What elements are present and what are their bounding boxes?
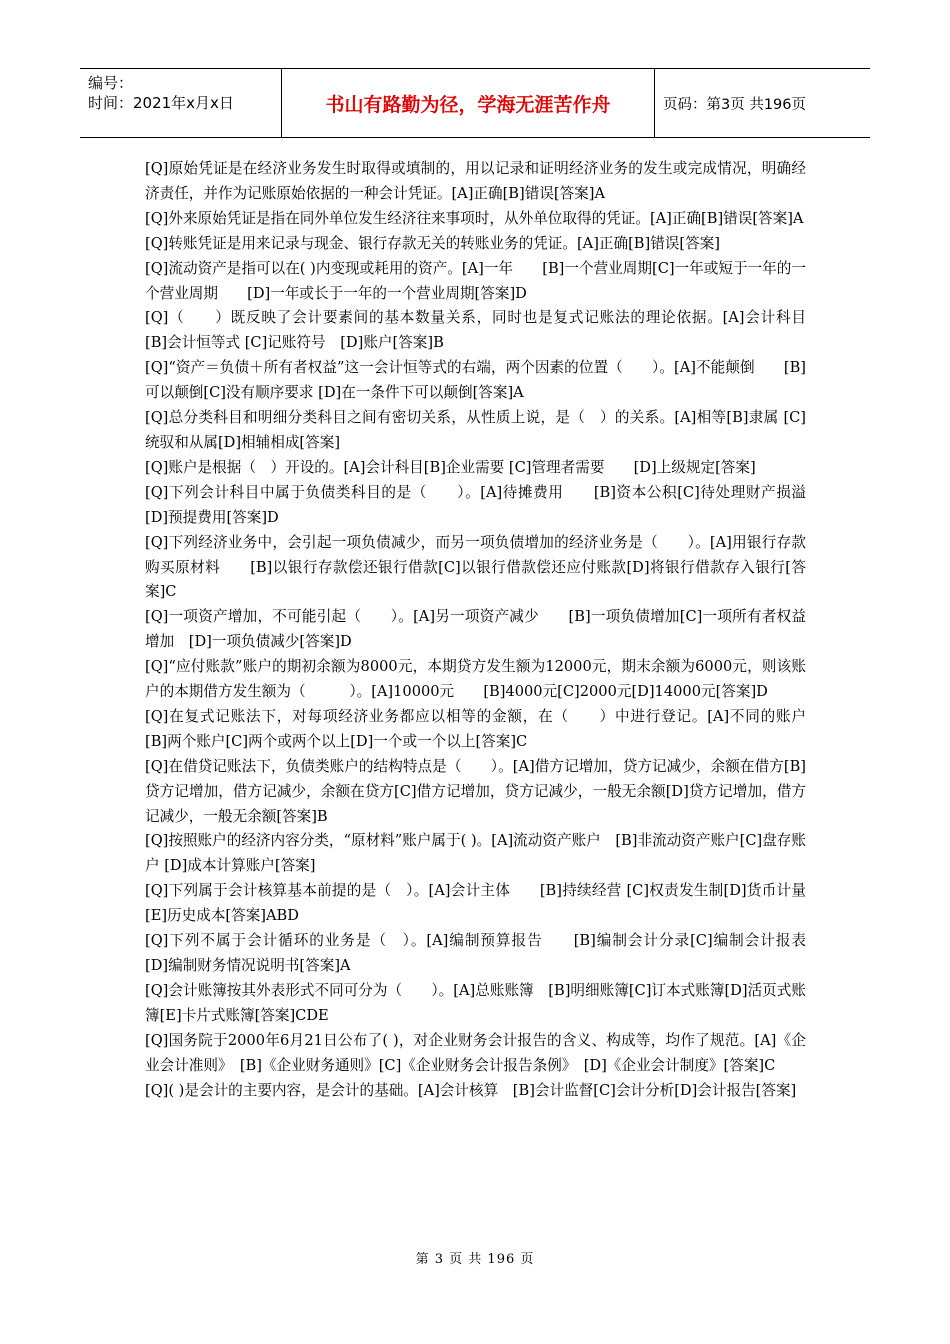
question-paragraph: [Q]流动资产是指可以在( )内变现或耗用的资产。[A]一年 [B]一个营业周期[C]一年或短于一年的一个营业周期 [D]一年或长于一年的一个营业周期[答案]D	[145, 259, 806, 302]
question-paragraph: [Q]国务院于2000年6月21日公布了( )，对企业财务会计报告的含义、构成等，均作了规范。[A]《企业会计准则》 [B]《企业财务通则》[C]《企业财务会计报告条例》 [D]《企业会计制度》[答案]C	[145, 1031, 806, 1074]
question-paragraph: [Q]会计账簿按其外表形式不同可分为（ ）。[A]总账账簿 [B]明细账簿[C]订本式账簿[D]活页式账簿[E]卡片式账簿[答案]CDE	[145, 981, 806, 1024]
question-paragraph: [Q]下列经济业务中，会引起一项负债减少，而另一项负债增加的经济业务是（ ）。[A]用银行存款购买原材料 [B]以银行存款偿还银行借款[C]以银行借款偿还应付账款[D]将银行借款存入银行[答案]C	[145, 533, 806, 601]
question-paragraph: [Q]账户是根据（ ）开设的。[A]会计科目[B]企业需要 [C]管理者需要 [D]上级规定[答案]	[145, 458, 756, 476]
question-paragraph: [Q]下列会计科目中属于负债类科目的是（ ）。[A]待摊费用 [B]资本公积[C]待处理财产损溢 [D]预提费用[答案]D	[145, 483, 836, 526]
question-paragraph: [Q]转账凭证是用来记录与现金、银行存款无关的转账业务的凭证。[A]正确[B]错误[答案]	[145, 234, 720, 252]
header-page-label: 页码：第3页 共196页	[663, 96, 807, 113]
question-paragraph: [Q]（ ）既反映了会计要素间的基本数量关系，同时也是复式记账法的理论依据。[A]会计科目 [B]会计恒等式 [C]记账符号 [D]账户[答案]B	[145, 309, 821, 352]
question-paragraph: [Q]“应付账款”账户的期初余额为8000元，本期贷方发生额为12000元，期末余额为6000元，则该账户的本期借方发生额为（ ）。[A]10000元 [B]4000元[C]2000元[D]14000元[答案]D	[145, 658, 806, 701]
document-time-label: 时间：2021年x月x日	[88, 94, 234, 112]
question-paragraph: [Q]“资产＝负债＋所有者权益”这一会计恒等式的右端，两个因素的位置（ ）。[A]不能颠倒 [B]可以颠倒[C]没有顺序要求 [D]在一条件下可以颠倒[答案]A	[145, 359, 806, 402]
question-paragraph: [Q]下列属于会计核算基本前提的是（ ）。[A]会计主体 [B]持续经营 [C]权责发生制[D]货币计量 [E]历史成本[答案]ABD	[145, 882, 821, 925]
page-footer: 第 3 页 共 196 页	[415, 1252, 535, 1267]
page-header	[80, 68, 870, 138]
document-number-label: 编号：	[88, 74, 134, 92]
question-paragraph: [Q]外来原始凭证是指在同外单位发生经济往来事项时，从外单位取得的凭证。[A]正确[B]错误[答案]A	[145, 209, 804, 227]
question-paragraph: [Q]( )是会计的主要内容，是会计的基础。[A]会计核算 [B]会计监督[C]会计分析[D]会计报告[答案]	[145, 1081, 797, 1099]
question-paragraph: [Q]下列不属于会计循环的业务是（ ）。[A]编制预算报告 [B]编制会计分录[C]编制会计报表 [D]编制财务情况说明书[答案]A	[145, 932, 836, 974]
question-paragraph: [Q]按照账户的经济内容分类，“原材料”账户属于( )。[A]流动资产账户 [B]非流动资产账户[C]盘存账户 [D]成本计算账户[答案]	[145, 832, 806, 875]
header-motto: 书山有路勤为径，学海无涯苦作舟	[282, 69, 655, 137]
question-paragraph: [Q]原始凭证是在经济业务发生时取得或填制的，用以记录和证明经济业务的发生或完成情况，明确经济责任，并作为记账原始依据的一种会计凭证。[A]正确[B]错误[答案]A	[145, 160, 806, 202]
question-paragraph: [Q]在借贷记账法下，负债类账户的结构特点是（ ）。[A]借方记增加，贷方记减少，余额在借方[B]贷方记增加，借方记减少，余额在贷方[C]借方记增加，贷方记减少，一般无余额[D]贷方记增加，借方记减少，一般无余额[答案]B	[145, 757, 806, 825]
question-paragraph: [Q]总分类科目和明细分类科目之间有密切关系，从性质上说，是（ ）的关系。[A]相等[B]隶属 [C]统驭和从属[D]相辅相成[答案]	[145, 409, 806, 451]
header-meta	[80, 69, 282, 137]
question-list	[145, 157, 836, 1103]
question-paragraph: [Q]在复式记账法下，对每项经济业务都应以相等的金额，在（ ）中进行登记。[A]不同的账户 [B]两个账户[C]两个或两个以上[D]一个或一个以上[答案]C	[145, 707, 836, 750]
question-paragraph: [Q]一项资产增加，不可能引起（ ）。[A]另一项资产减少 [B]一项负债增加[C]一项所有者权益增加 [D]一项负债减少[答案]D	[145, 608, 806, 651]
